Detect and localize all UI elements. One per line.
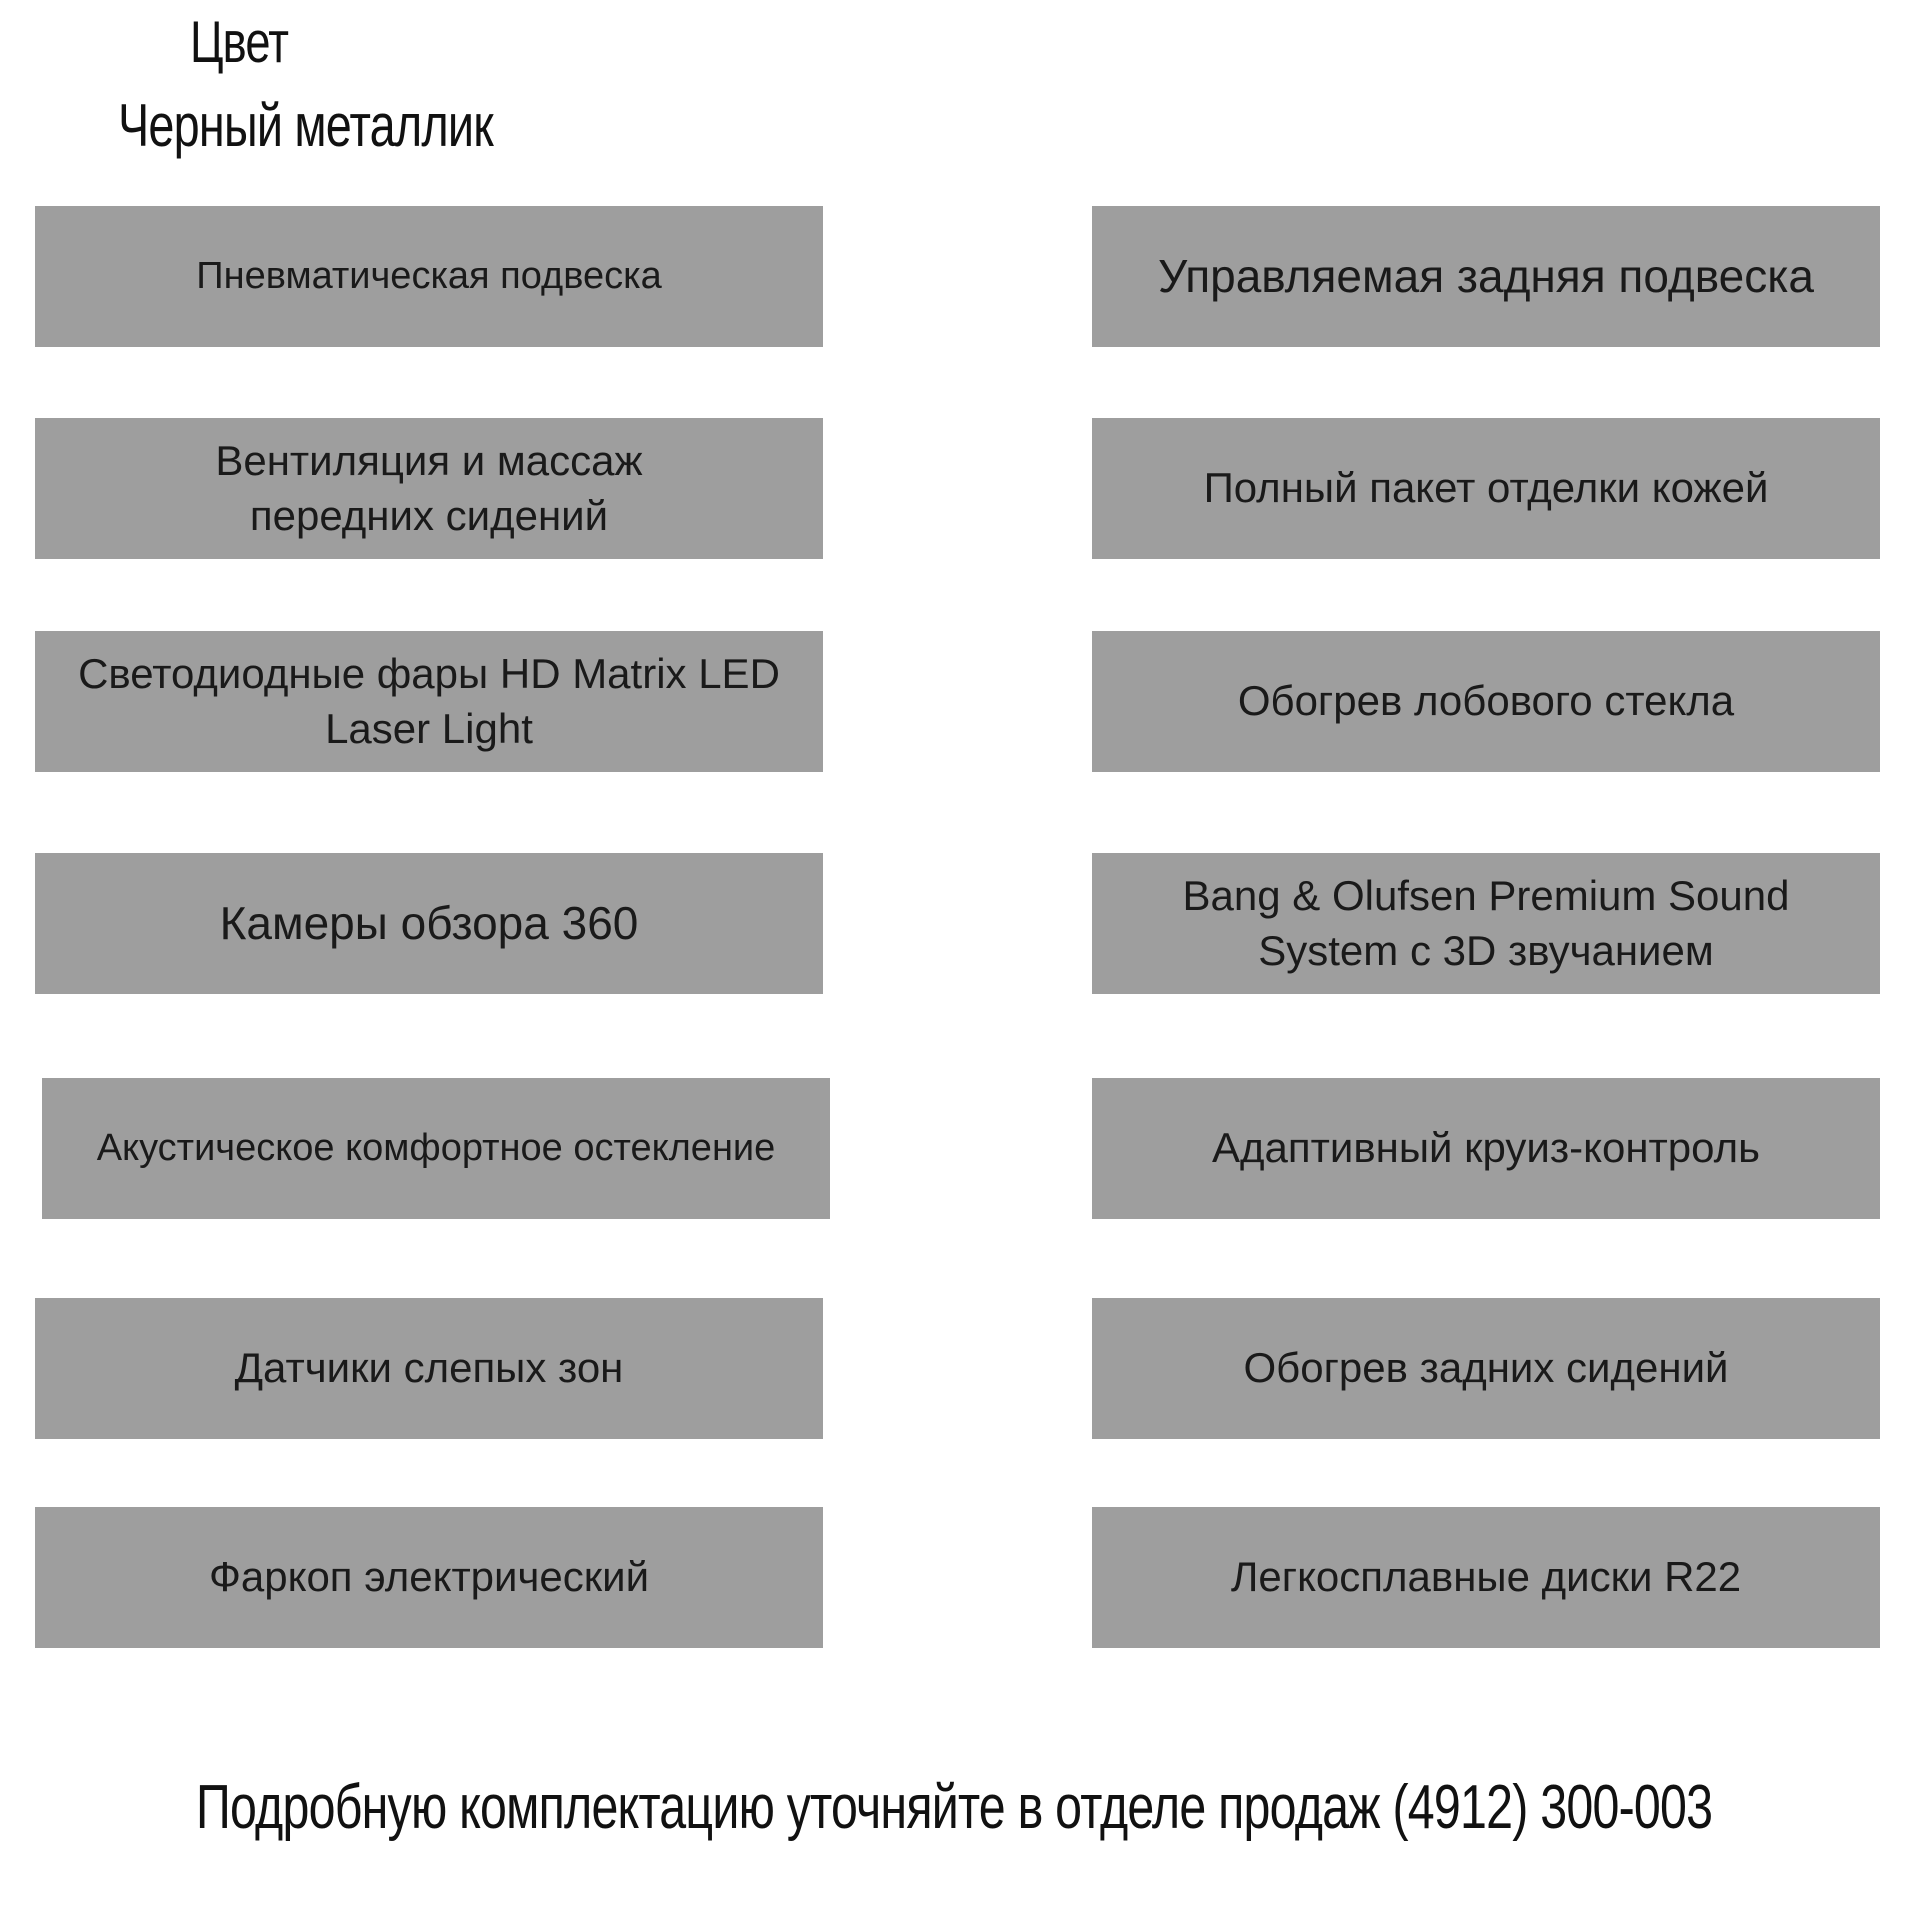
feature-blind-spot-sensors	[35, 1298, 823, 1439]
feature-adaptive-cruise-control	[1092, 1078, 1880, 1219]
color-value: Черный металлик	[118, 92, 493, 159]
feature-label: Обогрев лобового стекла	[1237, 677, 1735, 725]
feature-electric-towbar	[35, 1507, 823, 1648]
feature-label: Камеры обзора 360	[219, 896, 639, 949]
feature-label: Датчики слепых зон	[234, 1344, 624, 1392]
feature-air-suspension	[35, 206, 823, 347]
footer-sales-note: Подробную комплектацию уточняйте в отделе продаж (4912) 300-003	[196, 1773, 1713, 1842]
feature-label: Управляемая задняя подвеска	[1158, 249, 1814, 302]
feature-label: Полный пакет отделки кожей	[1203, 464, 1769, 512]
feature-front-seat-ventilation	[35, 418, 823, 559]
feature-bang-olufsen-sound	[1092, 853, 1880, 994]
feature-label: Вентиляция и массаж передних сидений	[215, 436, 643, 539]
feature-label: Bang & Olufsen Premium Sound System с 3D звучанием	[1182, 871, 1790, 974]
feature-360-cameras	[35, 853, 823, 994]
feature-full-leather-package	[1092, 418, 1880, 559]
feature-matrix-led-headlights	[35, 631, 823, 772]
feature-label: Пневматическая подвеска	[196, 254, 662, 297]
feature-label: Акустическое комфортное остекление	[96, 1126, 776, 1169]
feature-rear-steering-suspension	[1092, 206, 1880, 347]
feature-label: Фаркоп электрический	[208, 1553, 650, 1601]
feature-label: Легкосплавные диски R22	[1230, 1553, 1742, 1601]
color-heading: Цвет	[190, 10, 289, 75]
feature-label: Светодиодные фары HD Matrix LED Laser Light	[78, 649, 780, 752]
feature-heated-windshield	[1092, 631, 1880, 772]
feature-acoustic-glazing	[42, 1078, 830, 1219]
feature-label: Обогрев задних сидений	[1243, 1344, 1729, 1392]
feature-label: Адаптивный круиз-контроль	[1212, 1124, 1760, 1172]
feature-alloy-wheels-r22	[1092, 1507, 1880, 1648]
feature-heated-rear-seats	[1092, 1298, 1880, 1439]
